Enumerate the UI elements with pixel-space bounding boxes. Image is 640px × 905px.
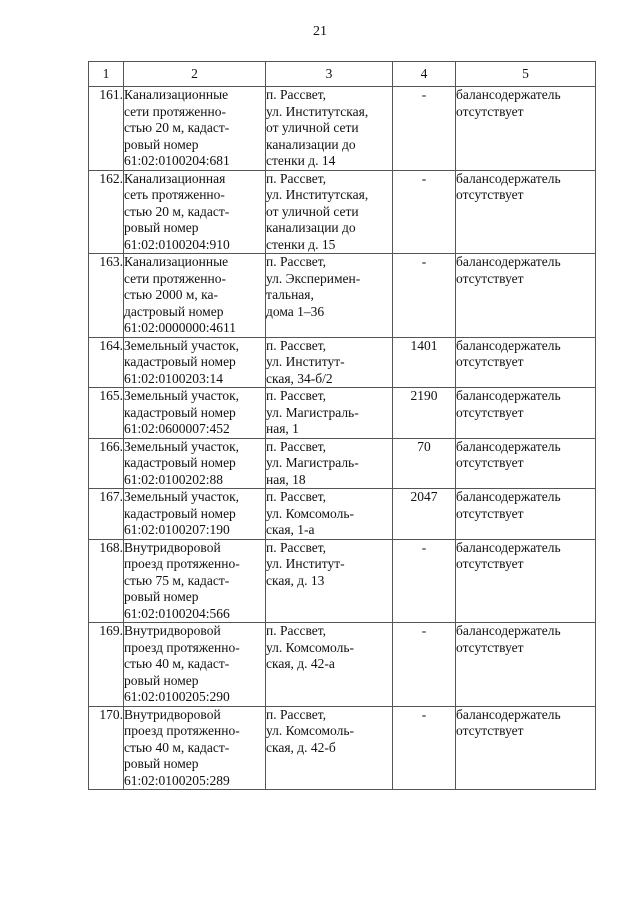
- object-name-line: Канализационная: [124, 170, 226, 186]
- balance-holder-line: балансодержатель: [456, 706, 561, 722]
- object-area: -: [393, 87, 456, 171]
- object-address-line: тальная,: [266, 287, 314, 302]
- row-number: 164.: [89, 337, 124, 388]
- object-name-line: Земельный участок,: [124, 337, 240, 353]
- object-address-line: ул. Комсомоль-: [266, 505, 355, 521]
- column-header-area: 4: [393, 62, 456, 87]
- object-name-line: 61:02:0600007:452: [124, 421, 230, 436]
- object-address-line: ская, 1-а: [266, 522, 315, 537]
- object-address: [266, 87, 393, 171]
- object-name: [124, 438, 266, 489]
- object-address-line: от уличной сети: [266, 120, 359, 135]
- balance-holder: [456, 706, 596, 790]
- object-address-line: стенки д. 14: [266, 153, 336, 168]
- row-number: 162.: [89, 170, 124, 254]
- object-area: -: [393, 539, 456, 623]
- object-address-line: ул. Институтская,: [266, 187, 369, 202]
- table-row: [89, 388, 596, 439]
- object-address: [266, 254, 393, 338]
- object-address-line: ная, 18: [266, 471, 306, 487]
- object-name-line: 61:02:0100204:910: [124, 236, 230, 252]
- object-address-line: ул. Эксперимен-: [266, 270, 361, 286]
- balance-holder: [456, 87, 596, 171]
- object-name: [124, 254, 266, 338]
- object-name-line: 61:02:0100204:681: [124, 153, 230, 168]
- object-address-line: канализации до: [266, 136, 356, 152]
- object-name-line: проезд протяженно-: [124, 556, 240, 571]
- page-number: 21: [313, 24, 327, 39]
- object-address-line: дома 1–36: [266, 303, 325, 319]
- object-name: [124, 170, 266, 254]
- object-name: [124, 87, 266, 171]
- balance-holder-line: отсутствует: [456, 354, 524, 369]
- object-name-line: 61:02:0100202:88: [124, 471, 224, 487]
- object-name-line: 61:02:0100207:190: [124, 522, 230, 537]
- object-name-line: 61:02:0100203:14: [124, 370, 224, 386]
- object-name-line: 61:02:0100205:289: [124, 772, 230, 788]
- object-name: [124, 623, 266, 707]
- object-address-line: ул. Институтская,: [266, 103, 369, 119]
- balance-holder-line: отсутствует: [456, 455, 524, 470]
- object-address-line: ул. Комсомоль-: [266, 639, 355, 655]
- object-address-line: п. Рассвет,: [266, 539, 327, 555]
- balance-holder-line: отсутствует: [456, 639, 524, 655]
- column-header-name: 2: [124, 62, 266, 87]
- balance-holder-line: отсутствует: [456, 270, 524, 286]
- object-address-line: ская, д. 13: [266, 572, 325, 588]
- object-address-line: от уличной сети: [266, 203, 359, 219]
- balance-holder: [456, 438, 596, 489]
- object-name-line: Внутридворовой: [124, 623, 221, 638]
- column-header-address: 3: [266, 62, 393, 87]
- object-address-line: п. Рассвет,: [266, 623, 327, 638]
- balance-holder-line: балансодержатель: [456, 337, 561, 353]
- object-name-line: Внутридворовой: [124, 539, 221, 555]
- object-name: [124, 388, 266, 439]
- table-header-row: [89, 62, 596, 87]
- object-address-line: стенки д. 15: [266, 236, 336, 252]
- object-address: [266, 438, 393, 489]
- object-name-line: проезд протяженно-: [124, 723, 240, 738]
- object-address-line: п. Рассвет,: [266, 706, 327, 722]
- balance-holder: [456, 254, 596, 338]
- balance-holder-line: балансодержатель: [456, 438, 561, 454]
- balance-holder: [456, 388, 596, 439]
- balance-holder-line: балансодержатель: [456, 489, 561, 504]
- balance-holder-line: отсутствует: [456, 404, 524, 420]
- balance-holder: [456, 337, 596, 388]
- object-name: [124, 337, 266, 388]
- object-name: [124, 539, 266, 623]
- object-address-line: п. Рассвет,: [266, 489, 327, 504]
- table-row: [89, 623, 596, 707]
- table-row: [89, 539, 596, 623]
- balance-holder-line: отсутствует: [456, 723, 524, 738]
- object-name-line: сети протяженно-: [124, 103, 226, 119]
- object-name-line: стью 20 м, кадаст-: [124, 203, 230, 219]
- object-area: 1401: [393, 337, 456, 388]
- object-address-line: ная, 1: [266, 421, 299, 436]
- balance-holder-line: балансодержатель: [456, 254, 561, 269]
- table-row: [89, 337, 596, 388]
- balance-holder: [456, 623, 596, 707]
- object-address-line: п. Рассвет,: [266, 438, 327, 454]
- table-body: [89, 87, 596, 790]
- table-row: [89, 87, 596, 171]
- object-name-line: 61:02:0100205:290: [124, 689, 230, 704]
- object-address: [266, 623, 393, 707]
- object-address: [266, 388, 393, 439]
- balance-holder-line: балансодержатель: [456, 170, 561, 186]
- object-address: [266, 489, 393, 540]
- object-address-line: ул. Комсомоль-: [266, 723, 355, 738]
- object-name-line: Канализационные: [124, 254, 229, 269]
- balance-holder-line: балансодержатель: [456, 623, 561, 638]
- object-name-line: стью 2000 м, ка-: [124, 287, 219, 302]
- object-name-line: стью 75 м, кадаст-: [124, 572, 230, 588]
- object-name-line: ровый номер: [124, 589, 199, 604]
- balance-holder: [456, 539, 596, 623]
- object-name-line: кадастровый номер: [124, 455, 236, 470]
- balance-holder-line: отсутствует: [456, 556, 524, 571]
- row-number: 169.: [89, 623, 124, 707]
- table-row: [89, 438, 596, 489]
- object-address-line: п. Рассвет,: [266, 388, 327, 403]
- column-header-number: 1: [89, 62, 124, 87]
- object-address-line: п. Рассвет,: [266, 170, 327, 186]
- object-area: -: [393, 170, 456, 254]
- object-name-line: 61:02:0100204:566: [124, 605, 230, 621]
- balance-holder-line: отсутствует: [456, 505, 524, 521]
- object-name-line: Земельный участок,: [124, 388, 240, 403]
- row-number: 170.: [89, 706, 124, 790]
- object-name-line: ровый номер: [124, 756, 199, 771]
- object-name-line: кадастровый номер: [124, 404, 236, 420]
- object-address-line: ул. Магистраль-: [266, 404, 359, 420]
- row-number: 167.: [89, 489, 124, 540]
- object-area: 2190: [393, 388, 456, 439]
- property-table: [88, 61, 596, 790]
- row-number: 165.: [89, 388, 124, 439]
- balance-holder-line: отсутствует: [456, 103, 524, 119]
- object-name-line: Земельный участок,: [124, 489, 240, 504]
- object-name-line: сеть протяженно-: [124, 187, 225, 202]
- balance-holder-line: балансодержатель: [456, 388, 561, 403]
- object-name-line: 61:02:0000000:4611: [124, 320, 237, 335]
- object-name-line: проезд протяженно-: [124, 639, 240, 655]
- object-address: [266, 337, 393, 388]
- table-row: [89, 254, 596, 338]
- object-address-line: ул. Магистраль-: [266, 455, 359, 470]
- object-address-line: ул. Институт-: [266, 556, 345, 571]
- object-name-line: стью 20 м, кадаст-: [124, 120, 230, 135]
- object-name: [124, 706, 266, 790]
- balance-holder-line: балансодержатель: [456, 539, 561, 555]
- object-address-line: ская, д. 42-б: [266, 739, 336, 755]
- balance-holder: [456, 489, 596, 540]
- object-name-line: дастровый номер: [124, 303, 224, 319]
- object-area: 70: [393, 438, 456, 489]
- table-row: [89, 489, 596, 540]
- object-name-line: сети протяженно-: [124, 270, 226, 286]
- object-name-line: стью 40 м, кадаст-: [124, 739, 230, 755]
- object-name-line: ровый номер: [124, 220, 199, 235]
- object-name-line: Внутридворовой: [124, 706, 221, 722]
- object-address-line: ская, 34-б/2: [266, 370, 333, 386]
- object-area: 2047: [393, 489, 456, 540]
- object-area: -: [393, 254, 456, 338]
- object-address-line: п. Рассвет,: [266, 254, 327, 269]
- object-address-line: ул. Институт-: [266, 354, 345, 369]
- object-name: [124, 489, 266, 540]
- object-name-line: ровый номер: [124, 672, 199, 688]
- balance-holder-line: балансодержатель: [456, 87, 561, 102]
- object-address-line: ская, д. 42-а: [266, 656, 335, 671]
- object-name-line: Канализационные: [124, 87, 229, 102]
- row-number: 163.: [89, 254, 124, 338]
- object-address: [266, 706, 393, 790]
- object-address-line: п. Рассвет,: [266, 337, 327, 353]
- object-address: [266, 170, 393, 254]
- row-number: 161.: [89, 87, 124, 171]
- object-name-line: кадастровый номер: [124, 505, 236, 521]
- balance-holder-line: отсутствует: [456, 187, 524, 202]
- table-row: [89, 706, 596, 790]
- balance-holder: [456, 170, 596, 254]
- object-address-line: канализации до: [266, 220, 356, 235]
- object-name-line: кадастровый номер: [124, 354, 236, 369]
- table-row: [89, 170, 596, 254]
- row-number: 168.: [89, 539, 124, 623]
- object-area: -: [393, 706, 456, 790]
- object-name-line: стью 40 м, кадаст-: [124, 656, 230, 671]
- object-name-line: ровый номер: [124, 136, 199, 152]
- object-address-line: п. Рассвет,: [266, 87, 327, 102]
- row-number: 166.: [89, 438, 124, 489]
- object-address: [266, 539, 393, 623]
- object-area: -: [393, 623, 456, 707]
- column-header-holder: 5: [456, 62, 596, 87]
- object-name-line: Земельный участок,: [124, 438, 240, 454]
